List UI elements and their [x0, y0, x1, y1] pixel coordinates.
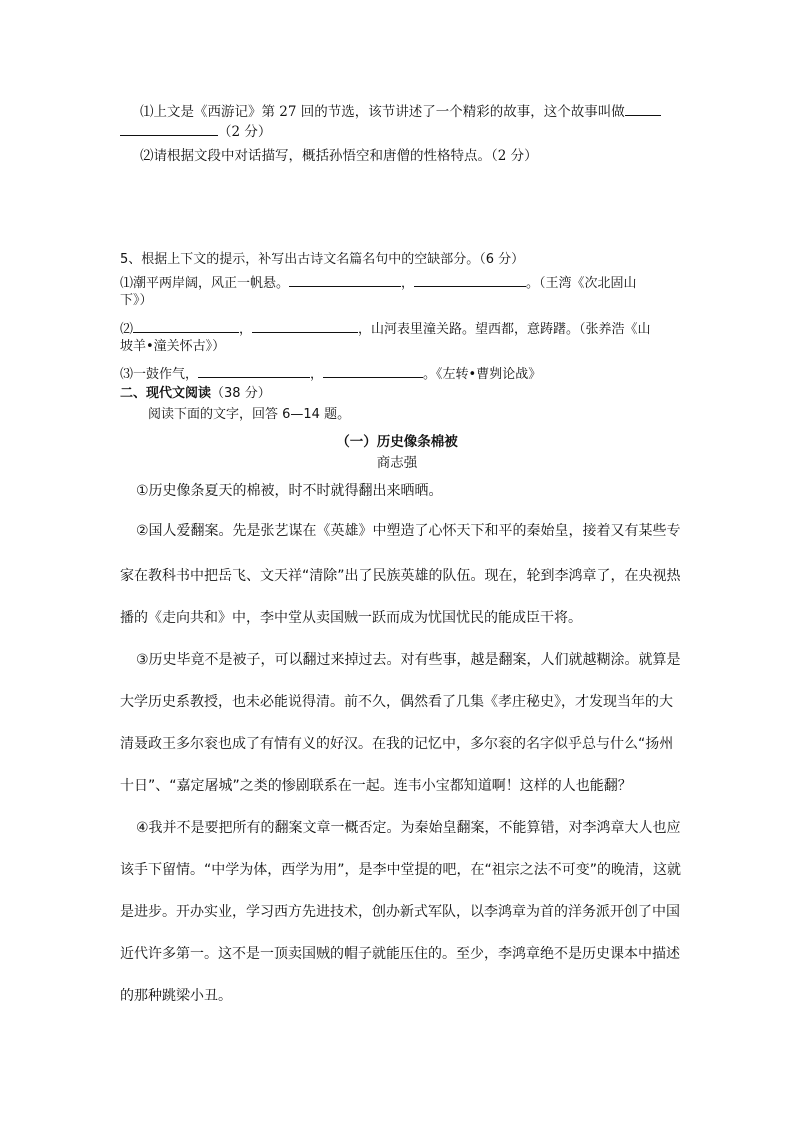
article-author: 商志强 [376, 455, 418, 471]
q5-item1-line2: 下》） [120, 293, 153, 308]
q5-title: 5、根据上下文的提示，补写出古诗文名篇名句中的空缺部分。（6 分） [120, 252, 525, 267]
answer-blank[interactable] [323, 364, 423, 378]
article-line: 播的《走向共和》中，李中堂从卖国贼一跃而成为忧国忧民的能成臣干将。 [120, 610, 582, 626]
q5-item2-line2: 坡羊•潼关怀古》） [120, 339, 226, 354]
article-line: 是进步。开办实业，学习西方先进技术，创办新式军队，以李鸿章为首的洋务派开创了中国 [120, 904, 680, 920]
answer-blank[interactable] [120, 122, 218, 136]
answer-blank[interactable] [289, 273, 401, 287]
section2-instruction: 阅读下面的文字，回答 6—14 题。 [148, 407, 351, 422]
answer-blank[interactable] [625, 102, 661, 116]
q5-item3: ⑶一鼓作气， ， 。《左转•曹刿论战》 [120, 364, 541, 384]
article-line: 该手下留情。“中学为体，西学为用”，是李中堂提的吧，在“祖宗之法不可变”的晚清，这就 [120, 862, 682, 878]
q5-item2-line1: ⑵ ， ，山河表里潼关路。望西都，意踌躇。（张养浩《山 [120, 319, 651, 339]
q4-sub1-line2: （2 分） [120, 122, 271, 141]
article-line: 家在教科书中把岳飞、文天祥“清除”出了民族英雄的队伍。现在，轮到李鸿章了，在央视热 [120, 568, 681, 584]
article-line: ①历史像条夏天的棉被，时不时就得翻出来晒晒。 [136, 483, 443, 499]
article-line: 十日”、“嘉定屠城”之类的惨剧联系在一起。连韦小宝都知道啊！这样的人也能翻？ [120, 778, 632, 794]
q5-item1-line1: ⑴潮平两岸阔，风正一帆悬。 ， 。（王湾《次北固山 [120, 273, 637, 293]
article-line: ④我并不是要把所有的翻案文章一概否定。为秦始皇翻案，不能算错，对李鸿章大人也应 [136, 820, 681, 836]
article-line: 的那种跳梁小丑。 [120, 988, 232, 1004]
article-line: 大学历史系教授，也未必能说得清。前不久，偶然看了几集《孝庄秘史》，才发现当年的大 [120, 694, 673, 710]
q4-sub1-line1: ⑴上文是《西游记》第 27 回的节选，该节讲述了一个精彩的故事，这个故事叫做 [140, 102, 661, 121]
article-title: （一）历史像条棉被 [336, 434, 458, 450]
answer-blank[interactable] [198, 364, 310, 378]
article-line: 清聂政王多尔衮也成了有情有义的好汉。在我的记忆中，多尔衮的名字似乎总与什么“扬州 [120, 736, 674, 752]
answer-blank[interactable] [133, 319, 239, 333]
answer-blank[interactable] [252, 319, 358, 333]
article-line: ③历史毕竟不是被子，可以翻过来掉过去。对有些事，越是翻案，人们就越糊涂。就算是 [136, 652, 681, 668]
article-line: 近代许多第一。这不是一顶卖国贼的帽子就能压住的。至少，李鸿章绝不是历史课本中描述 [120, 946, 680, 962]
section2-heading: 二、现代文阅读（38 分） [120, 386, 271, 401]
answer-blank[interactable] [414, 273, 526, 287]
article-line: ②国人爱翻案。先是张艺谋在《英雄》中塑造了心怀天下和平的秦始皇，接着又有某些专 [136, 523, 681, 539]
q4-sub2: ⑵请根据文段中对话描写，概括孙悟空和唐僧的性格特点。（2 分） [140, 148, 538, 164]
